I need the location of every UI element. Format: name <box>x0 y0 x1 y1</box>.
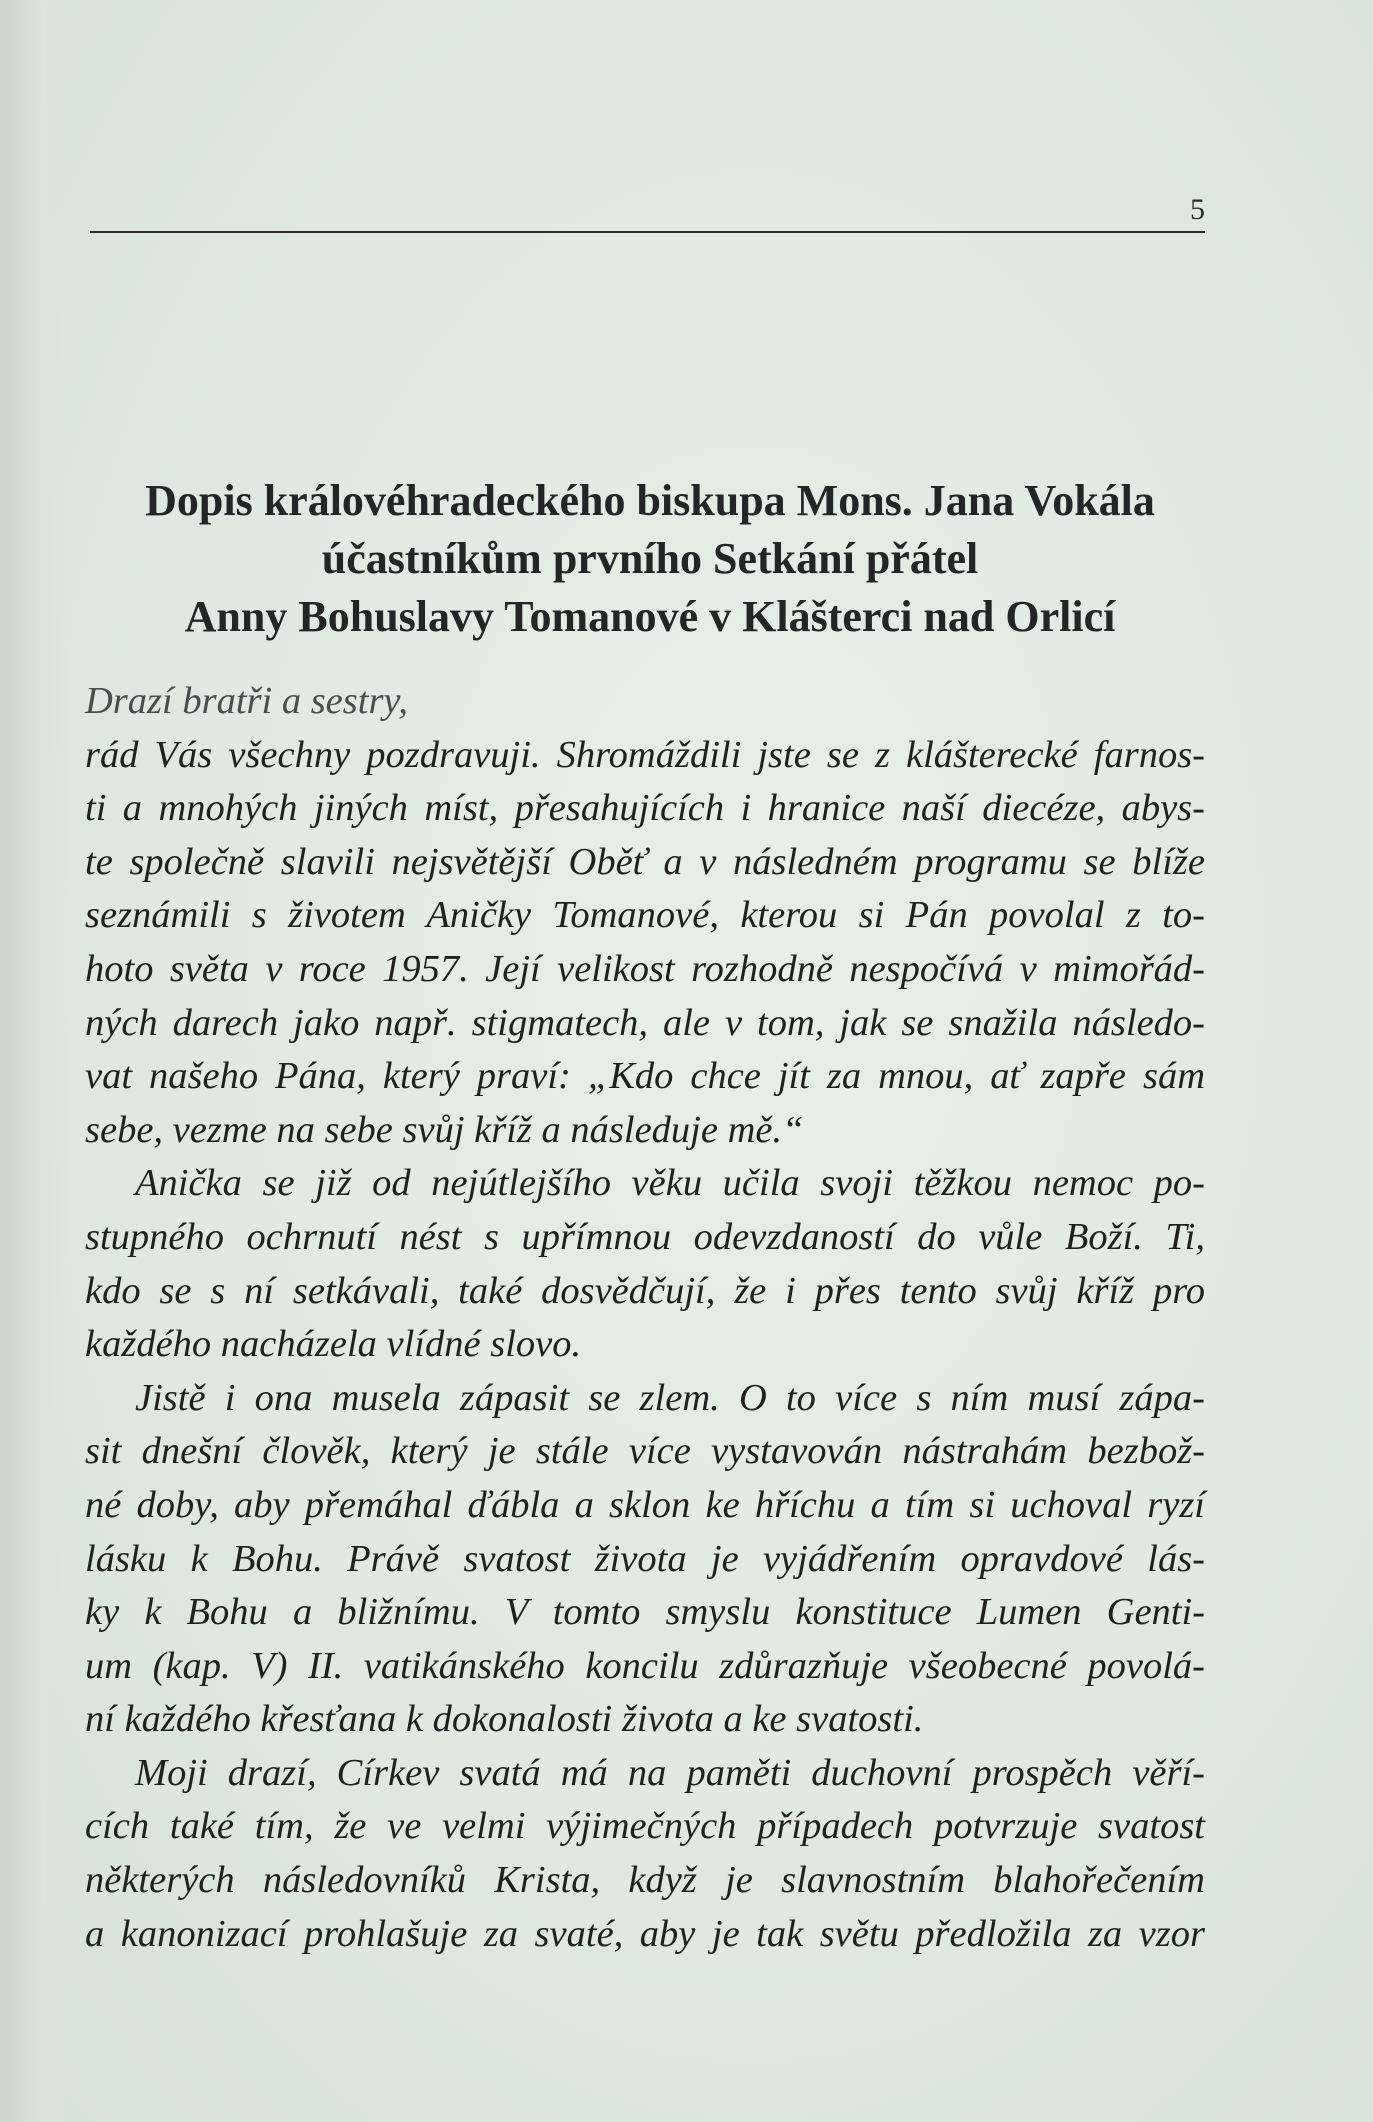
title-line: Anny Bohuslavy Tomanové v Klášterci nad Orlicí <box>184 592 1116 641</box>
text-line: kdo se s ní setkávali, také dosvědčují, že i přes tento svůj kříž pro <box>85 1269 1205 1312</box>
article-title <box>100 472 1200 646</box>
letter-body <box>85 675 1205 1961</box>
text-line: lásku k Bohu. Právě svatost života je vyjádřením opravdové lás- <box>85 1537 1205 1580</box>
text-line: né doby, aby přemáhal ďábla a sklon ke hříchu a tím si uchoval ryzí <box>85 1483 1205 1526</box>
text-line: sit dnešní člověk, který je stále více vystavován nástrahám bezbož- <box>85 1430 1205 1473</box>
text-line: hoto světa v roce 1957. Její velikost rozhodně nespočívá v mimořád- <box>85 947 1205 990</box>
text-line: seznámili s životem Aničky Tomanové, kterou si Pán povolal z to- <box>85 894 1205 937</box>
page-gutter-shadow <box>0 0 70 2122</box>
text-line: některých následovníků Krista, když je slavnostním blahořečením <box>85 1859 1205 1902</box>
text-line: ti a mnohých jiných míst, přesahujících i hranice naší diecéze, abys- <box>85 787 1205 830</box>
paragraph <box>85 1157 1205 1371</box>
header-rule <box>90 231 1205 233</box>
text-line: te společně slavili nejsvětější Oběť a v následném programu se blíže <box>85 840 1205 883</box>
text-line: Anička se již od nejútlejšího věku učila svoji těžkou nemoc po- <box>135 1162 1205 1205</box>
text-line: Jistě i ona musela zápasit se zlem. O to více s ním musí zápa- <box>135 1376 1205 1419</box>
text-line: cích také tím, že ve velmi výjimečných případech potvrzuje svatost <box>85 1805 1205 1848</box>
text-line: vat našeho Pána, který praví: „Kdo chce jít za mnou, ať zapře sám <box>85 1055 1205 1098</box>
text-line: stupného ochrnutí nést s upřímnou odevzdaností do vůle Boží. Ti, <box>85 1215 1205 1258</box>
text-line: ky k Bohu a bližnímu. V tomto smyslu konstituce Lumen Genti- <box>85 1591 1205 1634</box>
paragraph <box>85 1372 1205 1747</box>
title-line: Dopis královéhradeckého biskupa Mons. Jana Vokála <box>145 476 1155 525</box>
paragraph <box>85 729 1205 1158</box>
text-line: ní každého křesťana k dokonalosti života a ke svatosti. <box>85 1698 924 1741</box>
text-line: každého nacházela vlídné slovo. <box>85 1323 582 1366</box>
paragraph <box>85 1747 1205 1961</box>
text-line: ných darech jako např. stigmatech, ale v tom, jak se snažila následo- <box>85 1001 1205 1044</box>
text-line: Moji drazí, Církev svatá má na paměti duchovní prospěch věří- <box>135 1751 1205 1794</box>
title-line: účastníkům prvního Setkání přátel <box>321 534 979 583</box>
text-line: rád Vás všechny pozdravuji. Shromáždili jste se z klášterecké farnos- <box>85 733 1205 776</box>
text-line: a kanonizací prohlašuje za svaté, aby je tak světu předložila za vzor <box>85 1912 1205 1955</box>
salutation: Drazí bratři a sestry, <box>85 680 409 722</box>
text-line: um (kap. V) II. vatikánského koncilu zdůrazňuje všeobecné povolá- <box>85 1644 1205 1687</box>
text-line: sebe, vezme na sebe svůj kříž a následuje mě.“ <box>85 1108 804 1151</box>
page-number: 5 <box>1190 193 1205 226</box>
